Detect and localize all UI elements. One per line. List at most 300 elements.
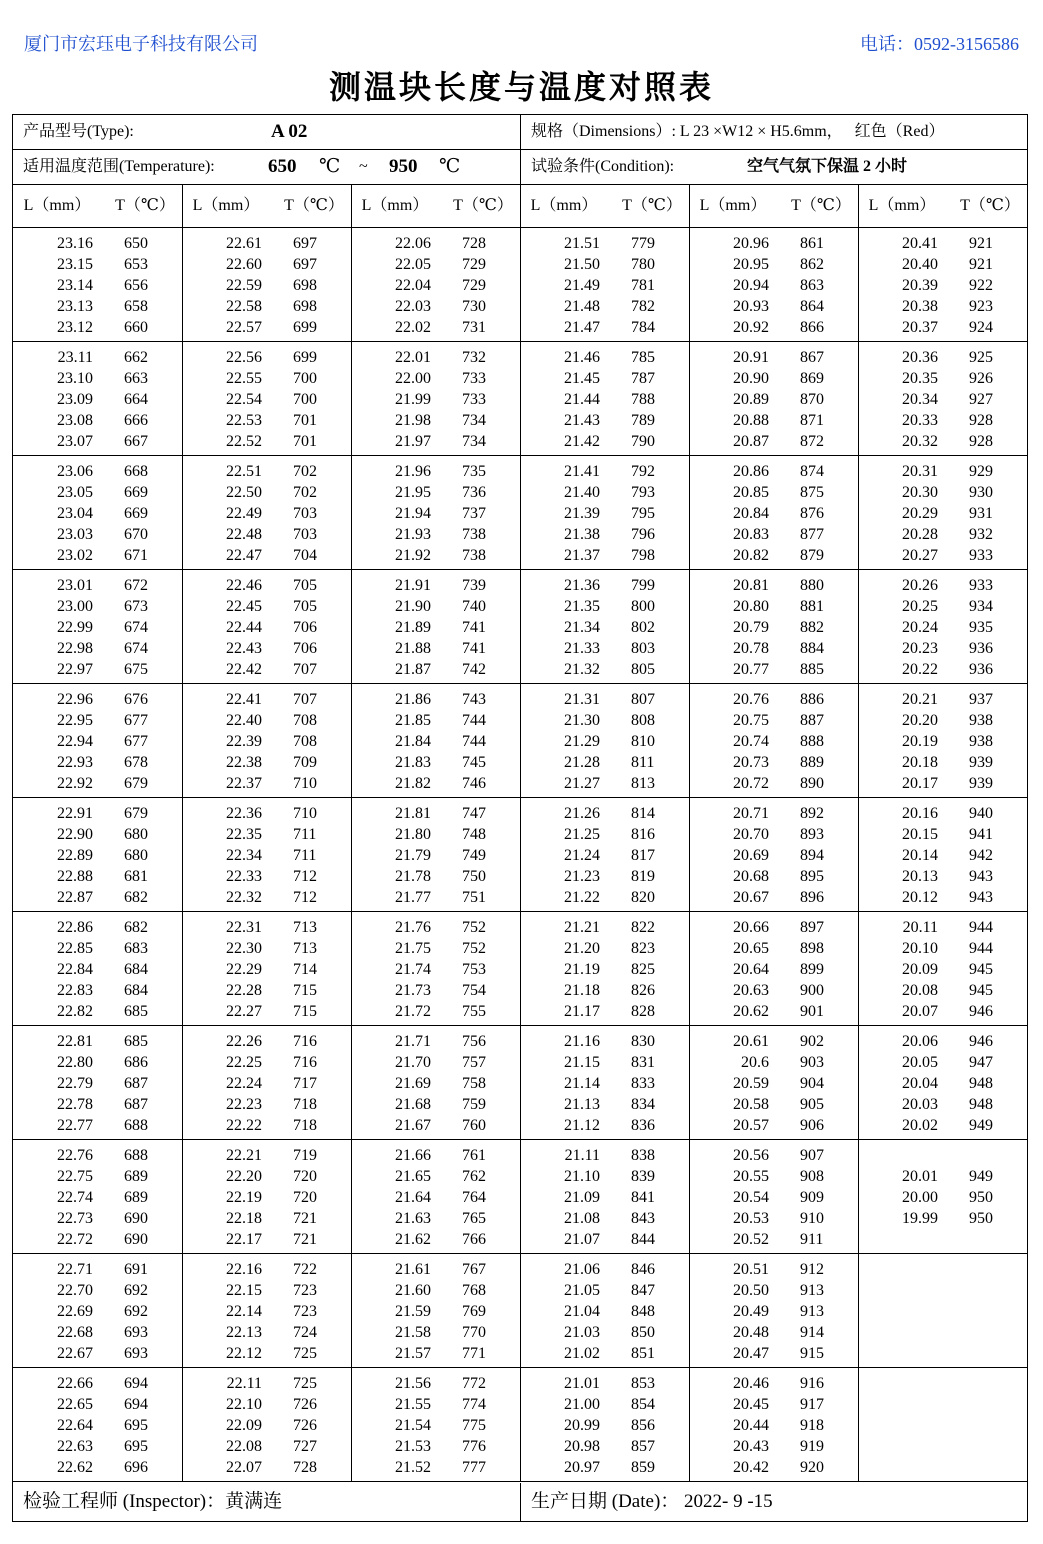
length-value: 22.47 bbox=[226, 547, 262, 564]
table-row bbox=[351, 275, 520, 296]
table-row bbox=[351, 1259, 520, 1280]
temperature-value: 656 bbox=[124, 277, 148, 294]
length-value: 21.75 bbox=[395, 940, 431, 957]
length-value: 21.66 bbox=[395, 1147, 431, 1164]
length-value: 21.64 bbox=[395, 1189, 431, 1206]
length-value: 20.81 bbox=[733, 577, 769, 594]
length-value: 22.73 bbox=[57, 1210, 93, 1227]
temperature-value: 820 bbox=[631, 889, 655, 906]
table-row bbox=[520, 1031, 689, 1052]
length-value: 20.61 bbox=[733, 1033, 769, 1050]
length-value: 22.71 bbox=[57, 1261, 93, 1278]
table-row bbox=[520, 1259, 689, 1280]
length-value: 20.90 bbox=[733, 370, 769, 387]
temperature-value: 684 bbox=[124, 961, 148, 978]
table-row bbox=[182, 461, 351, 482]
length-value: 21.83 bbox=[395, 754, 431, 771]
length-value: 21.67 bbox=[395, 1117, 431, 1134]
length-value: 20.14 bbox=[902, 847, 938, 864]
table-row bbox=[689, 317, 858, 338]
length-value: 22.60 bbox=[226, 256, 262, 273]
temperature-value: 689 bbox=[124, 1189, 148, 1206]
length-value: 22.36 bbox=[226, 805, 262, 822]
length-value: 21.96 bbox=[395, 463, 431, 480]
table-row bbox=[520, 980, 689, 1001]
temperature-value: 711 bbox=[293, 847, 317, 864]
temperature-value: 738 bbox=[462, 526, 486, 543]
inspector: 检验工程师 (Inspector)：黄满连 bbox=[23, 1491, 283, 1512]
length-value: 21.72 bbox=[395, 1003, 431, 1020]
length-value: 21.48 bbox=[564, 298, 600, 315]
temperature-value: 771 bbox=[462, 1345, 486, 1362]
temperature-value: 752 bbox=[462, 940, 486, 957]
table-row bbox=[182, 524, 351, 545]
temp-separator: ~ bbox=[359, 158, 368, 175]
length-value: 21.33 bbox=[564, 640, 600, 657]
length-value: 22.03 bbox=[395, 298, 431, 315]
length-value: 22.27 bbox=[226, 1003, 262, 1020]
temperature-value: 764 bbox=[462, 1189, 486, 1206]
temperature-value: 700 bbox=[293, 370, 317, 387]
length-value: 21.61 bbox=[395, 1261, 431, 1278]
length-value: 20.93 bbox=[733, 298, 769, 315]
temperature-value: 919 bbox=[800, 1438, 824, 1455]
table-row bbox=[689, 461, 858, 482]
temperature-value: 947 bbox=[969, 1054, 993, 1071]
length-value: 22.96 bbox=[57, 691, 93, 708]
temperature-value: 905 bbox=[800, 1096, 824, 1113]
length-value: 21.94 bbox=[395, 505, 431, 522]
table-row bbox=[182, 659, 351, 680]
length-value: 20.65 bbox=[733, 940, 769, 957]
table-row bbox=[13, 1115, 182, 1136]
temperature-value: 893 bbox=[800, 826, 824, 843]
temperature-value: 715 bbox=[293, 982, 317, 999]
temperature-value: 888 bbox=[800, 733, 824, 750]
length-value: 21.32 bbox=[564, 661, 600, 678]
temperature-value: 757 bbox=[462, 1054, 486, 1071]
table-row bbox=[689, 1208, 858, 1229]
length-value: 20.45 bbox=[733, 1396, 769, 1413]
table-row bbox=[520, 1208, 689, 1229]
table-row bbox=[858, 617, 1027, 638]
length-value: 21.60 bbox=[395, 1282, 431, 1299]
table-row bbox=[520, 1457, 689, 1478]
length-value: 20.89 bbox=[733, 391, 769, 408]
length-value: 21.27 bbox=[564, 775, 600, 792]
length-value: 20.25 bbox=[902, 598, 938, 615]
temperature-value: 943 bbox=[969, 868, 993, 885]
length-value: 20.36 bbox=[902, 349, 938, 366]
length-value: 21.81 bbox=[395, 805, 431, 822]
temperature-value: 752 bbox=[462, 919, 486, 936]
table-row bbox=[520, 1394, 689, 1415]
table-row bbox=[689, 866, 858, 887]
length-value: 20.80 bbox=[733, 598, 769, 615]
temperature-value: 688 bbox=[124, 1117, 148, 1134]
temperature-value: 831 bbox=[631, 1054, 655, 1071]
table-row bbox=[351, 596, 520, 617]
table-row bbox=[689, 803, 858, 824]
table-row bbox=[858, 461, 1027, 482]
table-row bbox=[182, 275, 351, 296]
length-value: 21.78 bbox=[395, 868, 431, 885]
length-value: 21.11 bbox=[564, 1147, 600, 1164]
length-value: 20.85 bbox=[733, 484, 769, 501]
table-row bbox=[351, 317, 520, 338]
temperature-value: 927 bbox=[969, 391, 993, 408]
table-row bbox=[182, 773, 351, 794]
temperature-value: 909 bbox=[800, 1189, 824, 1206]
length-value: 22.40 bbox=[226, 712, 262, 729]
temperature-value: 741 bbox=[462, 619, 486, 636]
temperature-value: 889 bbox=[800, 754, 824, 771]
temperature-value: 907 bbox=[800, 1147, 824, 1164]
length-value: 21.73 bbox=[395, 982, 431, 999]
table-row bbox=[351, 980, 520, 1001]
temperature-value: 708 bbox=[293, 712, 317, 729]
temperature-value: 948 bbox=[969, 1075, 993, 1092]
length-value: 21.02 bbox=[564, 1345, 600, 1362]
table-row bbox=[351, 524, 520, 545]
temperature-value: 687 bbox=[124, 1075, 148, 1092]
length-value: 23.01 bbox=[57, 577, 93, 594]
length-value: 22.97 bbox=[57, 661, 93, 678]
temperature-value: 935 bbox=[969, 619, 993, 636]
column-divider bbox=[520, 184, 521, 1481]
length-value: 20.91 bbox=[733, 349, 769, 366]
header-length: L（mm） bbox=[530, 197, 598, 214]
table-row bbox=[351, 482, 520, 503]
length-value: 21.54 bbox=[395, 1417, 431, 1434]
temperature-value: 706 bbox=[293, 619, 317, 636]
temperature-value: 863 bbox=[800, 277, 824, 294]
temperature-value: 805 bbox=[631, 661, 655, 678]
table-row bbox=[182, 1322, 351, 1343]
temperature-value: 798 bbox=[631, 547, 655, 564]
length-value: 20.32 bbox=[902, 433, 938, 450]
table-row bbox=[13, 1259, 182, 1280]
length-value: 22.06 bbox=[395, 235, 431, 252]
length-value: 21.19 bbox=[564, 961, 600, 978]
temperature-value: 678 bbox=[124, 754, 148, 771]
temperature-value: 713 bbox=[293, 940, 317, 957]
length-value: 22.49 bbox=[226, 505, 262, 522]
temperature-value: 859 bbox=[631, 1459, 655, 1476]
temperature-value: 753 bbox=[462, 961, 486, 978]
temperature-value: 653 bbox=[124, 256, 148, 273]
temperature-value: 851 bbox=[631, 1345, 655, 1362]
temperature-value: 679 bbox=[124, 805, 148, 822]
table-row bbox=[858, 659, 1027, 680]
length-value: 22.65 bbox=[57, 1396, 93, 1413]
table-row bbox=[182, 845, 351, 866]
temperature-value: 698 bbox=[293, 298, 317, 315]
length-value: 22.02 bbox=[395, 319, 431, 336]
length-value: 20.72 bbox=[733, 775, 769, 792]
table-row bbox=[182, 1343, 351, 1364]
table-row bbox=[182, 1115, 351, 1136]
temperature-value: 915 bbox=[800, 1345, 824, 1362]
temperature-value: 785 bbox=[631, 349, 655, 366]
table-row bbox=[689, 1280, 858, 1301]
temperature-value: 686 bbox=[124, 1054, 148, 1071]
temperature-value: 740 bbox=[462, 598, 486, 615]
length-value: 22.26 bbox=[226, 1033, 262, 1050]
temperature-value: 718 bbox=[293, 1117, 317, 1134]
table-row bbox=[520, 773, 689, 794]
length-value: 20.44 bbox=[733, 1417, 769, 1434]
table-row bbox=[858, 824, 1027, 845]
table-row bbox=[689, 710, 858, 731]
temperature-value: 848 bbox=[631, 1303, 655, 1320]
temperature-value: 910 bbox=[800, 1210, 824, 1227]
temperature-value: 800 bbox=[631, 598, 655, 615]
temperature-value: 704 bbox=[293, 547, 317, 564]
temperature-value: 950 bbox=[969, 1210, 993, 1227]
temperature-value: 717 bbox=[293, 1075, 317, 1092]
temperature-value: 853 bbox=[631, 1375, 655, 1392]
temperature-value: 826 bbox=[631, 982, 655, 999]
length-value: 22.53 bbox=[226, 412, 262, 429]
temperature-value: 691 bbox=[124, 1261, 148, 1278]
header-length: L（mm） bbox=[868, 197, 936, 214]
footer-divider bbox=[520, 1483, 521, 1521]
length-value: 22.43 bbox=[226, 640, 262, 657]
length-value: 22.86 bbox=[57, 919, 93, 936]
table-row bbox=[858, 233, 1027, 254]
length-value: 20.21 bbox=[902, 691, 938, 708]
table-row bbox=[520, 575, 689, 596]
length-value: 22.39 bbox=[226, 733, 262, 750]
table-row bbox=[182, 710, 351, 731]
temperature-value: 856 bbox=[631, 1417, 655, 1434]
length-value: 20.83 bbox=[733, 526, 769, 543]
table-row bbox=[182, 575, 351, 596]
table-row bbox=[182, 347, 351, 368]
table-row bbox=[13, 803, 182, 824]
table-row bbox=[182, 803, 351, 824]
table-row bbox=[13, 596, 182, 617]
table-row bbox=[689, 1457, 858, 1478]
temperature-value: 716 bbox=[293, 1033, 317, 1050]
temperature-value: 680 bbox=[124, 826, 148, 843]
length-value: 22.70 bbox=[57, 1282, 93, 1299]
table-row bbox=[351, 1394, 520, 1415]
table-row bbox=[858, 545, 1027, 566]
temperature-value: 817 bbox=[631, 847, 655, 864]
temp-min: 650 bbox=[268, 156, 297, 177]
table-row bbox=[13, 503, 182, 524]
length-value: 20.48 bbox=[733, 1324, 769, 1341]
length-value: 23.04 bbox=[57, 505, 93, 522]
length-value: 22.98 bbox=[57, 640, 93, 657]
temperature-value: 896 bbox=[800, 889, 824, 906]
temperature-value: 724 bbox=[293, 1324, 317, 1341]
length-value: 22.82 bbox=[57, 1003, 93, 1020]
table-row bbox=[520, 347, 689, 368]
table-row bbox=[858, 296, 1027, 317]
temperature-value: 881 bbox=[800, 598, 824, 615]
temperature-value: 913 bbox=[800, 1282, 824, 1299]
temperature-value: 701 bbox=[293, 433, 317, 450]
length-value: 20.47 bbox=[733, 1345, 769, 1362]
temperature-value: 913 bbox=[800, 1303, 824, 1320]
length-value: 21.25 bbox=[564, 826, 600, 843]
temperature-value: 690 bbox=[124, 1210, 148, 1227]
temperature-value: 885 bbox=[800, 661, 824, 678]
temperature-value: 694 bbox=[124, 1375, 148, 1392]
table-row bbox=[520, 617, 689, 638]
temp-max: 950 bbox=[389, 156, 418, 177]
length-value: 21.88 bbox=[395, 640, 431, 657]
table-row bbox=[13, 368, 182, 389]
table-row bbox=[182, 1001, 351, 1022]
table-row bbox=[858, 1052, 1027, 1073]
table-row bbox=[351, 1415, 520, 1436]
table-row bbox=[351, 710, 520, 731]
length-value: 22.48 bbox=[226, 526, 262, 543]
temperature-value: 720 bbox=[293, 1189, 317, 1206]
length-value: 23.00 bbox=[57, 598, 93, 615]
temperature-value: 898 bbox=[800, 940, 824, 957]
table-row bbox=[689, 773, 858, 794]
table-row bbox=[13, 1001, 182, 1022]
table-row bbox=[182, 503, 351, 524]
temperature-value: 738 bbox=[462, 547, 486, 564]
length-value: 21.93 bbox=[395, 526, 431, 543]
length-value: 21.28 bbox=[564, 754, 600, 771]
column-divider bbox=[689, 184, 690, 1481]
table-row bbox=[689, 617, 858, 638]
length-value: 22.13 bbox=[226, 1324, 262, 1341]
temperature-value: 770 bbox=[462, 1324, 486, 1341]
length-value: 22.72 bbox=[57, 1231, 93, 1248]
table-row bbox=[13, 1166, 182, 1187]
length-value: 21.21 bbox=[564, 919, 600, 936]
temperature-value: 895 bbox=[800, 868, 824, 885]
temperature-value: 825 bbox=[631, 961, 655, 978]
table-row bbox=[689, 638, 858, 659]
table-row bbox=[689, 1094, 858, 1115]
temperature-value: 674 bbox=[124, 619, 148, 636]
length-value: 21.69 bbox=[395, 1075, 431, 1092]
table-row bbox=[182, 731, 351, 752]
length-value: 21.85 bbox=[395, 712, 431, 729]
header-length: L（mm） bbox=[23, 197, 91, 214]
table-row bbox=[351, 959, 520, 980]
table-row bbox=[858, 1115, 1027, 1136]
table-row bbox=[13, 1322, 182, 1343]
table-row bbox=[182, 1052, 351, 1073]
temperature-value: 674 bbox=[124, 640, 148, 657]
header-temperature: T（℃） bbox=[960, 197, 1020, 214]
temperature-value: 747 bbox=[462, 805, 486, 822]
length-value: 21.62 bbox=[395, 1231, 431, 1248]
table-row bbox=[858, 596, 1027, 617]
length-value: 23.16 bbox=[57, 235, 93, 252]
table-row bbox=[858, 959, 1027, 980]
temperature-value: 684 bbox=[124, 982, 148, 999]
temperature-value: 875 bbox=[800, 484, 824, 501]
table-row bbox=[520, 1322, 689, 1343]
header-temperature: T（℃） bbox=[791, 197, 851, 214]
table-row bbox=[858, 689, 1027, 710]
temperature-value: 780 bbox=[631, 256, 655, 273]
temperature-value: 921 bbox=[969, 235, 993, 252]
temperature-value: 693 bbox=[124, 1324, 148, 1341]
table-row bbox=[689, 659, 858, 680]
table-row bbox=[13, 959, 182, 980]
temperature-value: 718 bbox=[293, 1096, 317, 1113]
temperature-value: 766 bbox=[462, 1231, 486, 1248]
temperature-value: 733 bbox=[462, 370, 486, 387]
temperature-value: 772 bbox=[462, 1375, 486, 1392]
temperature-value: 735 bbox=[462, 463, 486, 480]
length-value: 21.09 bbox=[564, 1189, 600, 1206]
type-label: 产品型号(Type): bbox=[23, 123, 134, 140]
length-value: 22.16 bbox=[226, 1261, 262, 1278]
table-row bbox=[858, 347, 1027, 368]
table-row bbox=[858, 1166, 1027, 1187]
length-value: 22.24 bbox=[226, 1075, 262, 1092]
table-row bbox=[520, 845, 689, 866]
length-value: 22.62 bbox=[57, 1459, 93, 1476]
table-row bbox=[689, 596, 858, 617]
header-temperature: T（℃） bbox=[115, 197, 175, 214]
length-value: 20.50 bbox=[733, 1282, 769, 1299]
temperature-value: 726 bbox=[293, 1417, 317, 1434]
table-row bbox=[858, 710, 1027, 731]
length-value: 22.29 bbox=[226, 961, 262, 978]
length-value: 20.27 bbox=[902, 547, 938, 564]
temperature-value: 872 bbox=[800, 433, 824, 450]
table-row bbox=[13, 1280, 182, 1301]
length-value: 22.15 bbox=[226, 1282, 262, 1299]
length-value: 20.66 bbox=[733, 919, 769, 936]
temperature-value: 736 bbox=[462, 484, 486, 501]
temperature-value: 687 bbox=[124, 1096, 148, 1113]
length-value: 20.6 bbox=[741, 1054, 769, 1071]
table-row bbox=[351, 1229, 520, 1250]
temperature-value: 690 bbox=[124, 1231, 148, 1248]
length-value: 21.41 bbox=[564, 463, 600, 480]
length-value: 20.62 bbox=[733, 1003, 769, 1020]
table-row bbox=[520, 938, 689, 959]
table-row bbox=[182, 1166, 351, 1187]
table-row bbox=[689, 1229, 858, 1250]
temperature-value: 810 bbox=[631, 733, 655, 750]
table-row bbox=[13, 482, 182, 503]
table-row bbox=[13, 389, 182, 410]
temperature-value: 769 bbox=[462, 1303, 486, 1320]
table-row bbox=[858, 410, 1027, 431]
length-value: 20.95 bbox=[733, 256, 769, 273]
table-row bbox=[182, 596, 351, 617]
table-row bbox=[351, 389, 520, 410]
length-value: 22.77 bbox=[57, 1117, 93, 1134]
header-temperature: T（℃） bbox=[284, 197, 344, 214]
length-value: 22.33 bbox=[226, 868, 262, 885]
temperature-value: 695 bbox=[124, 1438, 148, 1455]
table-row bbox=[182, 1073, 351, 1094]
temperature-value: 729 bbox=[462, 256, 486, 273]
table-row bbox=[13, 575, 182, 596]
table-row bbox=[13, 233, 182, 254]
length-value: 20.29 bbox=[902, 505, 938, 522]
table-row bbox=[182, 752, 351, 773]
temperature-value: 933 bbox=[969, 547, 993, 564]
